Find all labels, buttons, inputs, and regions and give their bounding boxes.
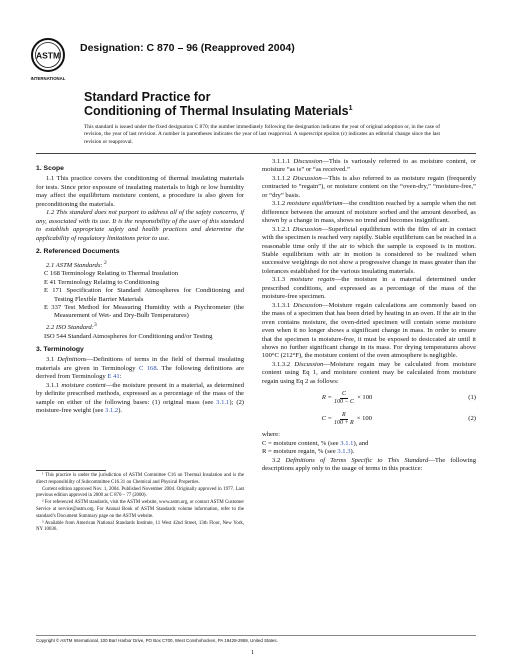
text: —Moisture regain may be calculated from moisture content using Eq 1, and moisture content may be calculated from moisture regain using Eq 2 as follows:	[262, 360, 477, 385]
term: Definitions of Terms Specific to This Standard	[285, 456, 429, 464]
text: ), and	[353, 439, 369, 447]
text: —Definitions of terms in the field of thermal insulating materials are given in Terminology	[36, 356, 245, 372]
paragraph-3-1-2-1	[262, 226, 476, 277]
text: 3.1.3.2	[272, 360, 295, 368]
text: 3.1.3	[272, 276, 291, 284]
paragraph-3-1-3	[262, 276, 476, 301]
logo-text: ASTM	[35, 50, 61, 61]
section-heading-terminology: 3. Terminology	[36, 345, 84, 353]
text: . The following definitions are derived from Terminology	[36, 364, 244, 381]
equation-2	[262, 410, 476, 428]
paragraph-3-1-1-2	[262, 175, 476, 200]
link-3-1-1[interactable]: 3.1.1	[340, 439, 354, 447]
equation-tail: × 100	[357, 394, 373, 401]
text: —the moisture present in a material, as determined by definite prescribed methods, expressed as a percentage of the mass of the sample on either of the following bases: (1) original mass (see	[36, 381, 244, 406]
link-3-1-2[interactable]: 3.1.2	[105, 407, 119, 415]
text: 3.2	[272, 456, 286, 464]
astm-logo	[30, 36, 66, 82]
text: 3.1.1.2	[272, 174, 293, 182]
page-number: 1	[251, 649, 255, 656]
footnote: Current edition approved Nov. 1, 2004. Published November 2004. Originally approved in 1977. Last previous edition approved in 2000 as C 870 – 77 (2000).	[36, 486, 244, 499]
text: —Moisture regain calculations are commonly based on the mass of a specimen that has been dried by heating in an oven. If the air in the oven contains moisture, the oven-dried specimen will contain some moisture even when it no longer shows a significant change in mass. In order to ensure that the specimen is moisture-free, it must be exposed to desiccated air until it shows no further significant change in its mass. For drying temperatures above 100°C (212°F), the moisture content of the oven atmosphere is negligible.	[262, 301, 477, 360]
right-column	[262, 158, 476, 474]
intro-paragraph: This standard is issued under the fixed designation C 870; the number immediately following the designation indicates the year of original adoption or, in the case of revision, the year of last revision. A number in parentheses indicates the year of last reapproval. A superscript epsilon (ε) indicates an editorial change since the last revision or reapproval.	[84, 124, 440, 145]
iso-standard-label: 2.2 ISO Standard:	[46, 324, 94, 332]
text: ).	[350, 448, 355, 456]
text: R = moisture regain, % (see	[262, 448, 338, 456]
fraction	[334, 391, 354, 406]
text: —This is also referred to as moisture regain (frequently contracted to “regain”), or moisture content on the “oven-dry,” “moisture-free,” or “dry” basis.	[262, 174, 476, 199]
copyright: Copyright © ASTM International, 100 Barr Harbor Drive, PO Box C700, West Conshohocken, PA 19428-2959, United States.	[36, 638, 278, 643]
section-heading-referenced-documents: 2. Referenced Documents	[36, 248, 120, 256]
designation: Designation: C 870 – 96 (Reapproved 2004)	[80, 42, 295, 54]
equation-1	[262, 389, 476, 407]
ref-item: C 168 Terminology Relating to Thermal Insulation	[44, 270, 179, 278]
paragraph-3-1	[36, 356, 244, 381]
equation-lhs: C =	[321, 415, 332, 422]
section-heading-scope: 1. Scope	[36, 165, 64, 172]
text: ).	[118, 407, 123, 415]
text: —the condition reached by a sample when the net difference between the amount of moisture sorbed and the amount desorbed, as shown by a change in mass, shows no trend and becomes insignificant.	[262, 200, 476, 225]
paragraph-1-2	[36, 209, 244, 243]
denominator: 100 + R	[334, 419, 354, 426]
footnote: ³ Available from American National Standards Institute, 11 West 42nd Street, 13th Floor, New York, NY 10036.	[36, 520, 244, 533]
fraction	[334, 412, 354, 427]
term: Discussion	[293, 158, 323, 165]
text: 3.1.1.1	[272, 158, 294, 165]
text: 3.1.2	[272, 200, 288, 208]
paragraph-3-2	[262, 457, 476, 474]
equation-tail: × 100	[356, 415, 372, 422]
equation-lhs: R =	[321, 394, 332, 401]
where-item-c	[262, 440, 476, 448]
term: Definitions	[57, 356, 87, 364]
term: moisture regain	[290, 276, 335, 284]
where-item-r	[262, 448, 476, 456]
ref-item-iso: ISO 544 Standard Atmospheres for Conditioning and/or Testing	[44, 332, 213, 340]
divider	[36, 153, 476, 154]
link-3-1-1[interactable]: 3.1.1	[216, 398, 230, 406]
text: —The following descriptions apply only to the usage of terms in this practice:	[262, 456, 476, 473]
title-footnote-mark: 1	[348, 104, 353, 112]
paragraph-3-1-3-1	[262, 302, 476, 361]
left-column	[36, 160, 244, 416]
paragraph-3-1-1	[36, 382, 244, 416]
text: C = moisture content, % (see	[262, 439, 341, 447]
text: 3.1	[46, 356, 58, 364]
link-c168[interactable]: C 168	[138, 364, 157, 372]
term: Discussion	[292, 225, 322, 233]
paragraph-2-1	[36, 259, 244, 271]
ref-item: E 171 Specification for Standard Atmospheres for Conditioning and Testing Flexible Barrier Materials	[44, 287, 244, 303]
title-text: Conditioning of Thermal Insulating Materials	[84, 104, 349, 118]
equation-number: (1)	[468, 394, 476, 401]
link-3-1-3[interactable]: 3.1.3	[337, 448, 351, 456]
equation-number: (2)	[468, 415, 476, 422]
text: 3.1.3.1	[272, 301, 294, 309]
text: :	[119, 373, 122, 381]
ref-item: E 337 Test Method for Measuring Humidity with a Psychrometer (the Measurement of Wet- and Dry-Bulb Temperatures)	[44, 303, 244, 320]
footnotes	[36, 473, 244, 534]
term: Discussion	[292, 174, 322, 182]
footnote-mark: 2	[102, 259, 107, 266]
text: ); (2) moisture-free weight (see	[36, 398, 245, 415]
numerator: C	[342, 390, 347, 397]
title-line-1: Standard Practice for	[84, 90, 211, 104]
paragraph-3-1-1-1	[262, 158, 476, 175]
paragraph-3-1-2	[262, 200, 476, 225]
safety-text: 1.2 This standard does not purport to address all of the safety concerns, if any, associated with its use. It is the responsibility of the user of this standard to establish appropriate safety and health practices and determine the applicability of regulatory limitations prior to use.	[36, 209, 244, 242]
text: 3.1.1	[46, 381, 62, 389]
paragraph-3-1-3-2	[262, 361, 476, 386]
link-e41[interactable]: E 41	[107, 373, 120, 381]
where-label: where:	[262, 431, 280, 439]
term: moisture content	[61, 381, 106, 389]
footnote: ¹ This practice is under the jurisdiction of ASTM Committee C16 on Thermal Insulation and is the direct responsibility of Subcommittee C16.31 on Chemical and Physical Properties.	[36, 473, 244, 485]
text: —This is variously referred to as moisture content, or moisture “as is” or “as received.”	[262, 158, 477, 174]
ref-item: E 41 Terminology Relating to Conditioning	[44, 278, 159, 286]
term: moisture equilibrium	[287, 200, 343, 208]
paragraph-1-1: 1.1 This practice covers the conditioning of thermal insulating materials for tests. Since prior exposure of insulating materials to high or low humidity may affect the equilibrium moisture content, a procedure is also given for preconditioning the materials.	[36, 175, 244, 208]
title-line-2	[84, 104, 353, 118]
text: —Superficial equilibrium with the film of air in contact with the specimen is reached very rapidly. Stable equilibrium can be reached in a reasonable time only if the air to which the sample is exposed is in motion. Stable equilibrium with air in motion is considered to be realized when successive weighings do not show a progressive change in mass greater than the tolerances established for the various insulating materials.	[262, 225, 476, 275]
footnote-rule	[36, 470, 106, 471]
denominator: 100 − C	[334, 398, 355, 405]
term: Discussion	[293, 301, 323, 309]
text: —the moisture in a material determined under prescribed conditions, and expressed as a percentage of the mass of the moisture-free specimen.	[262, 276, 476, 301]
footer-divider	[36, 635, 476, 636]
numerator: R	[342, 411, 346, 418]
footnote: ² For referenced ASTM standards, visit the ASTM website, www.astm.org, or contact ASTM Customer Service at service@astm.org. For Annual Book of ASTM Standards volume information, refer to the standard’s Document Summary page on the ASTM website.	[36, 500, 244, 519]
text: 3.1.2.1	[272, 225, 293, 233]
footnote-mark: 3	[93, 321, 97, 328]
paragraph-2-2	[36, 321, 244, 333]
logo-subtext: INTERNATIONAL	[30, 76, 66, 81]
astm-standards-label: 2.1 ASTM Standards:	[46, 261, 103, 269]
term: Discussion	[294, 360, 324, 368]
